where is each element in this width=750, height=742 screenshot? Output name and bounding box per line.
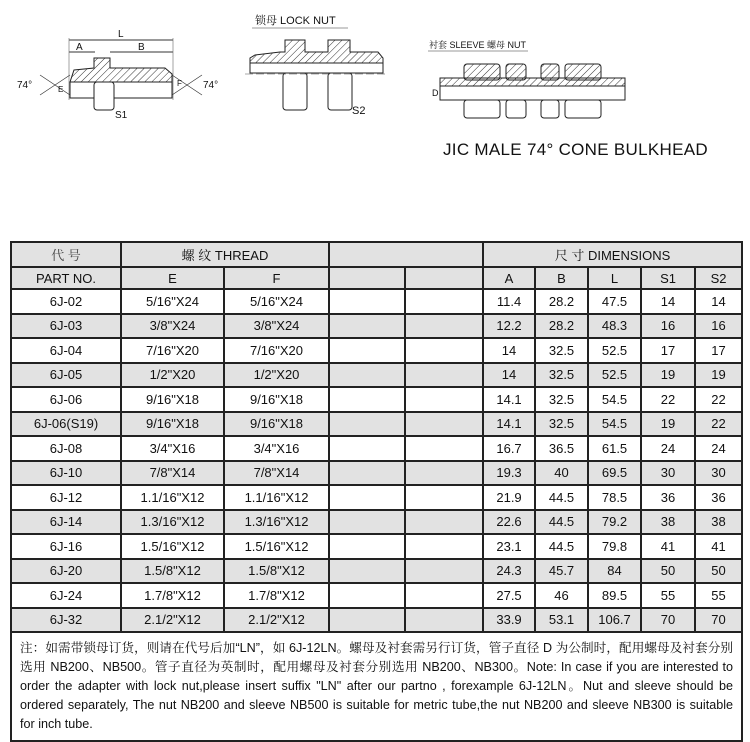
cell-e: 7/8"X14 bbox=[121, 461, 224, 486]
cell-b: 36.5 bbox=[535, 436, 588, 461]
dim-d-label: D bbox=[432, 88, 439, 98]
cell-b: 28.2 bbox=[535, 314, 588, 339]
blank-cell bbox=[329, 510, 405, 535]
col-b-header: B bbox=[535, 267, 588, 289]
cell-s1: 30 bbox=[641, 461, 695, 486]
cell-b: 32.5 bbox=[535, 387, 588, 412]
table-row bbox=[11, 314, 742, 339]
cell-b: 32.5 bbox=[535, 363, 588, 388]
lock-nut-drawing bbox=[245, 13, 388, 117]
blank-cell bbox=[329, 436, 405, 461]
cell-b: 32.5 bbox=[535, 412, 588, 437]
thread-header: 螺 纹 THREAD bbox=[121, 242, 329, 267]
product-title: JIC MALE 74° CONE BULKHEAD bbox=[443, 140, 708, 159]
cell-s2: 24 bbox=[695, 436, 742, 461]
blank-cell bbox=[329, 412, 405, 437]
cell-a: 14.1 bbox=[483, 412, 535, 437]
cell-e: 2.1/2"X12 bbox=[121, 608, 224, 633]
col-s2-header: S2 bbox=[695, 267, 742, 289]
blank-cell bbox=[329, 314, 405, 339]
cell-s1: 22 bbox=[641, 387, 695, 412]
cell-f: 1.3/16"X12 bbox=[224, 510, 329, 535]
cell-s2: 30 bbox=[695, 461, 742, 486]
cell-e: 7/16"X20 bbox=[121, 338, 224, 363]
cell-f: 1.5/8"X12 bbox=[224, 559, 329, 584]
dimensions-header: 尺 寸 DIMENSIONS bbox=[483, 242, 742, 267]
cell-s2: 36 bbox=[695, 485, 742, 510]
blank-cell bbox=[405, 608, 483, 633]
cell-part: 6J-24 bbox=[11, 583, 121, 608]
table-row bbox=[11, 559, 742, 584]
cell-f: 3/8"X24 bbox=[224, 314, 329, 339]
cell-l: 52.5 bbox=[588, 338, 641, 363]
cell-e: 1/2"X20 bbox=[121, 363, 224, 388]
angle-right-label: 74° bbox=[203, 80, 219, 91]
blank-cell bbox=[329, 608, 405, 633]
part-no-header: PART NO. bbox=[11, 267, 121, 289]
cell-s2: 70 bbox=[695, 608, 742, 633]
cell-s1: 24 bbox=[641, 436, 695, 461]
cell-s1: 41 bbox=[641, 534, 695, 559]
cell-s2: 41 bbox=[695, 534, 742, 559]
cell-part: 6J-04 bbox=[11, 338, 121, 363]
cell-l: 89.5 bbox=[588, 583, 641, 608]
cell-s2: 22 bbox=[695, 387, 742, 412]
thread-e-label: E bbox=[58, 85, 64, 94]
col-a-header: A bbox=[483, 267, 535, 289]
cell-l: 106.7 bbox=[588, 608, 641, 633]
cell-a: 22.6 bbox=[483, 510, 535, 535]
cell-e: 1.1/16"X12 bbox=[121, 485, 224, 510]
cell-l: 54.5 bbox=[588, 387, 641, 412]
cell-s2: 16 bbox=[695, 314, 742, 339]
part-cn-header: 代 号 bbox=[11, 242, 121, 267]
angle-left-label: 74° bbox=[17, 80, 33, 91]
blank-cell bbox=[329, 559, 405, 584]
cell-s2: 22 bbox=[695, 412, 742, 437]
cell-f: 9/16"X18 bbox=[224, 412, 329, 437]
cell-l: 78.5 bbox=[588, 485, 641, 510]
cell-part: 6J-08 bbox=[11, 436, 121, 461]
cell-s2: 19 bbox=[695, 363, 742, 388]
cell-a: 14.1 bbox=[483, 387, 535, 412]
cell-b: 32.5 bbox=[535, 338, 588, 363]
cell-a: 24.3 bbox=[483, 559, 535, 584]
table-row bbox=[11, 510, 742, 535]
cell-l: 52.5 bbox=[588, 363, 641, 388]
hex-s1-label: S1 bbox=[115, 110, 128, 121]
blank-cell bbox=[329, 363, 405, 388]
cell-s1: 19 bbox=[641, 412, 695, 437]
table-row bbox=[11, 583, 742, 608]
cell-s1: 14 bbox=[641, 289, 695, 314]
cell-s1: 70 bbox=[641, 608, 695, 633]
table-row bbox=[11, 387, 742, 412]
dim-l-label: L bbox=[118, 29, 124, 40]
cell-part: 6J-32 bbox=[11, 608, 121, 633]
note-cell bbox=[11, 632, 742, 741]
table-row bbox=[11, 436, 742, 461]
sleeve-nut-drawing bbox=[428, 39, 625, 118]
cell-e: 1.7/8"X12 bbox=[121, 583, 224, 608]
cell-b: 45.7 bbox=[535, 559, 588, 584]
cell-s1: 17 bbox=[641, 338, 695, 363]
cell-f: 7/8"X14 bbox=[224, 461, 329, 486]
blank-cell bbox=[405, 583, 483, 608]
blank-cell bbox=[405, 412, 483, 437]
blank-cell bbox=[405, 314, 483, 339]
cell-e: 9/16"X18 bbox=[121, 412, 224, 437]
cell-part: 6J-16 bbox=[11, 534, 121, 559]
cell-s2: 14 bbox=[695, 289, 742, 314]
note-english: Note: In case if you are interested to order the adapter with lock nut,please insert suffix "LN" after our partno , forexample 6J-12LN。Nut and sleeve should be ordered separately, The nut NB200 and sleeve NB500 is suitable for metric tube,the nut NB200 and sleeve NB300 is suitable for inch tube. bbox=[20, 660, 734, 731]
table-row bbox=[11, 412, 742, 437]
cell-part: 6J-14 bbox=[11, 510, 121, 535]
cell-f: 1.7/8"X12 bbox=[224, 583, 329, 608]
cell-s1: 55 bbox=[641, 583, 695, 608]
dim-b-label: B bbox=[138, 42, 145, 53]
table-row bbox=[11, 363, 742, 388]
col-l-header: L bbox=[588, 267, 641, 289]
cell-a: 12.2 bbox=[483, 314, 535, 339]
cell-b: 53.1 bbox=[535, 608, 588, 633]
blank-cell bbox=[329, 338, 405, 363]
blank-cell bbox=[405, 559, 483, 584]
cell-s1: 19 bbox=[641, 363, 695, 388]
cell-part: 6J-06 bbox=[11, 387, 121, 412]
note-chinese: 注：如需带锁母订货，则请在代号后加“LN”，如 6J-12LN。螺母及衬套需另行订货，管子直径 D 为公制时，配用螺母及衬套分别选用 NB200、NB500。管子直径为英制时，配用螺母及衬套分别选用 NB200、NB300。 bbox=[20, 641, 734, 674]
cell-e: 1.5/8"X12 bbox=[121, 559, 224, 584]
cell-b: 46 bbox=[535, 583, 588, 608]
blank-cell bbox=[405, 363, 483, 388]
blank-cell bbox=[405, 510, 483, 535]
thread-f-label: F bbox=[177, 79, 182, 88]
table-row bbox=[11, 289, 742, 314]
cell-l: 69.5 bbox=[588, 461, 641, 486]
blank-cell bbox=[405, 485, 483, 510]
cell-part: 6J-10 bbox=[11, 461, 121, 486]
col-s1-header: S1 bbox=[641, 267, 695, 289]
cell-l: 54.5 bbox=[588, 412, 641, 437]
cell-b: 28.2 bbox=[535, 289, 588, 314]
blank-cell bbox=[329, 534, 405, 559]
cell-e: 1.5/16"X12 bbox=[121, 534, 224, 559]
cell-part: 6J-20 bbox=[11, 559, 121, 584]
cell-e: 1.3/16"X12 bbox=[121, 510, 224, 535]
cell-b: 44.5 bbox=[535, 510, 588, 535]
cell-a: 14 bbox=[483, 363, 535, 388]
cell-s1: 50 bbox=[641, 559, 695, 584]
cell-part: 6J-02 bbox=[11, 289, 121, 314]
blank-cell bbox=[405, 289, 483, 314]
cell-s1: 38 bbox=[641, 510, 695, 535]
table-row bbox=[11, 608, 742, 633]
cell-l: 79.2 bbox=[588, 510, 641, 535]
table-row bbox=[11, 534, 742, 559]
cell-f: 1.1/16"X12 bbox=[224, 485, 329, 510]
blank-cell bbox=[405, 436, 483, 461]
cell-s2: 38 bbox=[695, 510, 742, 535]
cell-part: 6J-03 bbox=[11, 314, 121, 339]
cell-s1: 36 bbox=[641, 485, 695, 510]
blank-cell bbox=[329, 387, 405, 412]
table-row bbox=[11, 461, 742, 486]
cell-a: 27.5 bbox=[483, 583, 535, 608]
cell-f: 1/2"X20 bbox=[224, 363, 329, 388]
blank-header bbox=[329, 242, 483, 267]
table-row bbox=[11, 485, 742, 510]
cell-e: 9/16"X18 bbox=[121, 387, 224, 412]
cell-a: 14 bbox=[483, 338, 535, 363]
spec-table bbox=[10, 241, 743, 742]
dim-a-label: A bbox=[76, 42, 83, 53]
cell-f: 2.1/2"X12 bbox=[224, 608, 329, 633]
blank-col-header bbox=[405, 267, 483, 289]
cell-f: 3/4"X16 bbox=[224, 436, 329, 461]
cell-a: 21.9 bbox=[483, 485, 535, 510]
cell-b: 44.5 bbox=[535, 534, 588, 559]
cell-s1: 16 bbox=[641, 314, 695, 339]
cell-a: 23.1 bbox=[483, 534, 535, 559]
table-row bbox=[11, 338, 742, 363]
cell-a: 16.7 bbox=[483, 436, 535, 461]
col-e-header: E bbox=[121, 267, 224, 289]
fitting-dimension-drawing bbox=[17, 29, 218, 121]
cell-e: 3/8"X24 bbox=[121, 314, 224, 339]
blank-cell bbox=[329, 461, 405, 486]
cell-e: 5/16"X24 bbox=[121, 289, 224, 314]
blank-cell bbox=[329, 289, 405, 314]
header-row-2 bbox=[11, 267, 742, 289]
sleeve-nut-label: 衬套 SLEEVE 螺母 NUT bbox=[429, 40, 527, 50]
cell-l: 84 bbox=[588, 559, 641, 584]
blank-cell bbox=[405, 338, 483, 363]
header-row-1 bbox=[11, 242, 742, 267]
blank-cell bbox=[405, 534, 483, 559]
blank-cell bbox=[405, 387, 483, 412]
blank-cell bbox=[329, 583, 405, 608]
cell-l: 47.5 bbox=[588, 289, 641, 314]
cell-part: 6J-12 bbox=[11, 485, 121, 510]
cell-f: 7/16"X20 bbox=[224, 338, 329, 363]
cell-l: 48.3 bbox=[588, 314, 641, 339]
cell-s2: 17 bbox=[695, 338, 742, 363]
blank-col-header bbox=[329, 267, 405, 289]
cell-b: 44.5 bbox=[535, 485, 588, 510]
cell-b: 40 bbox=[535, 461, 588, 486]
cell-f: 9/16"X18 bbox=[224, 387, 329, 412]
hex-s2-label: S2 bbox=[352, 105, 366, 117]
cell-a: 19.3 bbox=[483, 461, 535, 486]
cell-l: 79.8 bbox=[588, 534, 641, 559]
cell-a: 11.4 bbox=[483, 289, 535, 314]
blank-cell bbox=[329, 485, 405, 510]
col-f-header: F bbox=[224, 267, 329, 289]
note-row bbox=[11, 632, 742, 741]
blank-cell bbox=[405, 461, 483, 486]
cell-e: 3/4"X16 bbox=[121, 436, 224, 461]
cell-f: 1.5/16"X12 bbox=[224, 534, 329, 559]
cell-a: 33.9 bbox=[483, 608, 535, 633]
cell-f: 5/16"X24 bbox=[224, 289, 329, 314]
cell-s2: 50 bbox=[695, 559, 742, 584]
cell-l: 61.5 bbox=[588, 436, 641, 461]
cell-part: 6J-05 bbox=[11, 363, 121, 388]
cell-part: 6J-06(S19) bbox=[11, 412, 121, 437]
cell-s2: 55 bbox=[695, 583, 742, 608]
lock-nut-label: 锁母 LOCK NUT bbox=[255, 15, 336, 27]
